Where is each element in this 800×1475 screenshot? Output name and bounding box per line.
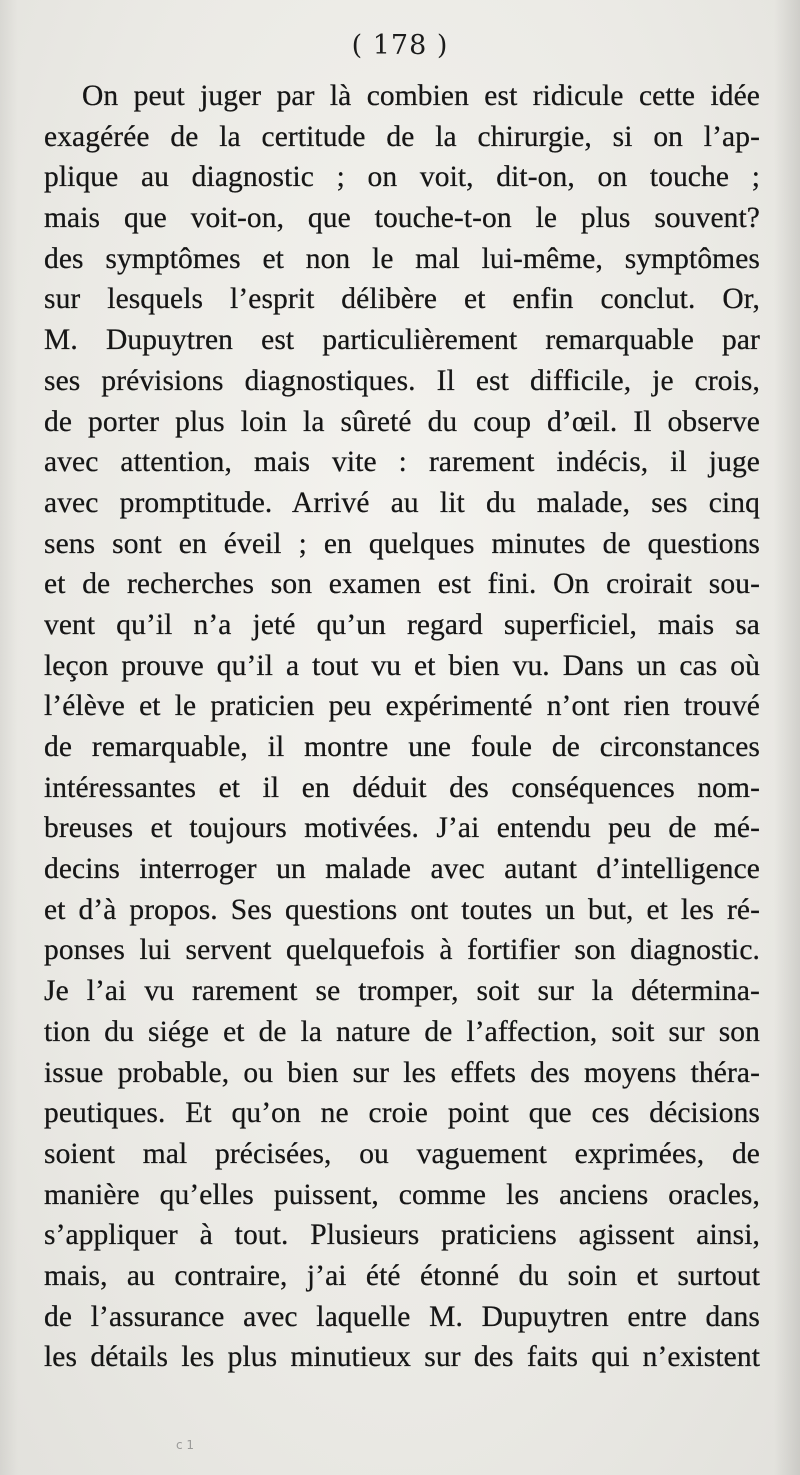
text-line: de l’assurance avec laquelle M. Dupuytren entre dans xyxy=(44,1300,760,1333)
text-line: de remarquable, il montre une foule de circonstances xyxy=(44,731,760,763)
text-line: exagérée de la certitude de la chirurgie, si on l’ap- xyxy=(44,120,760,153)
text-line: Je l’ai vu rarement se tromper, soit sur la détermina- xyxy=(44,975,760,1008)
text-line: et de recherches son examen est fini. On croirait sou- xyxy=(44,568,760,601)
text-line: leçon prouve qu’il a tout vu et bien vu. Dans un cas où xyxy=(44,649,760,682)
text-line: manière qu’elles puissent, comme les anciens oracles, xyxy=(44,1178,760,1211)
text-line: avec attention, mais vite : rarement indécis, il juge xyxy=(44,446,760,479)
text-line: des symptômes et non le mal lui-même, symptômes xyxy=(44,242,760,275)
text-line: les détails les plus minutieux sur des faits qui n’existent xyxy=(44,1341,760,1374)
page-left-shadow xyxy=(0,0,18,1475)
text-line: tion du siége et de la nature de l’affection, soit sur son xyxy=(44,1015,760,1048)
text-line: decins interroger un malade avec autant d’intelligence xyxy=(44,853,760,886)
text-line: avec promptitude. Arrivé au lit du malade, ses cinq xyxy=(44,486,760,519)
text-line: sens sont en éveil ; en quelques minutes de questions xyxy=(44,527,760,560)
text-line: de porter plus loin la sûreté du coup d’œil. Il observe xyxy=(44,405,760,438)
bottom-marks: c 1 xyxy=(176,1438,195,1452)
text-line: M. Dupuytren est particulièrement remarquable par xyxy=(44,324,760,357)
text-line: ses prévisions diagnostiques. Il est difficile, je crois, xyxy=(44,364,760,397)
text-line: et d’à propos. Ses questions ont toutes un but, et les ré- xyxy=(44,893,760,926)
text-line: mais que voit-on, que touche-t-on le plus souvent? xyxy=(44,202,760,235)
text-line: vent qu’il n’a jeté qu’un regard superficiel, mais sa xyxy=(44,608,760,641)
text-line: breuses et toujours motivées. J’ai entendu peu de mé- xyxy=(44,812,760,845)
text-line: peutiques. Et qu’on ne croie point que ces décisions xyxy=(44,1097,760,1130)
text-line: ponses lui servent quelquefois à fortifier son diagnostic. xyxy=(44,934,760,967)
text-line: issue probable, ou bien sur les effets des moyens théra- xyxy=(44,1056,760,1089)
text-line: s’appliquer à tout. Plusieurs praticiens agissent ainsi, xyxy=(44,1219,760,1252)
text-line: l’élève et le praticien peu expérimenté n’ont rien trouvé xyxy=(44,690,760,723)
text-line: On peut juger par là combien est ridicule cette idée xyxy=(82,80,760,112)
page-gutter-shadow xyxy=(774,0,800,1475)
text-line: mais, au contraire, j’ai été étonné du soin et surtout xyxy=(44,1259,760,1292)
text-line: sur lesquels l’esprit délibère et enfin conclut. Or, xyxy=(44,283,760,316)
text-line: plique au diagnostic ; on voit, dit-on, on touche ; xyxy=(44,161,760,194)
page-number: ( 178 ) xyxy=(351,30,449,61)
text-line: soient mal précisées, ou vaguement exprimées, de xyxy=(44,1137,760,1170)
text-line: intéressantes et il en déduit des conséquences nom- xyxy=(44,771,760,804)
body-text xyxy=(44,76,760,1378)
